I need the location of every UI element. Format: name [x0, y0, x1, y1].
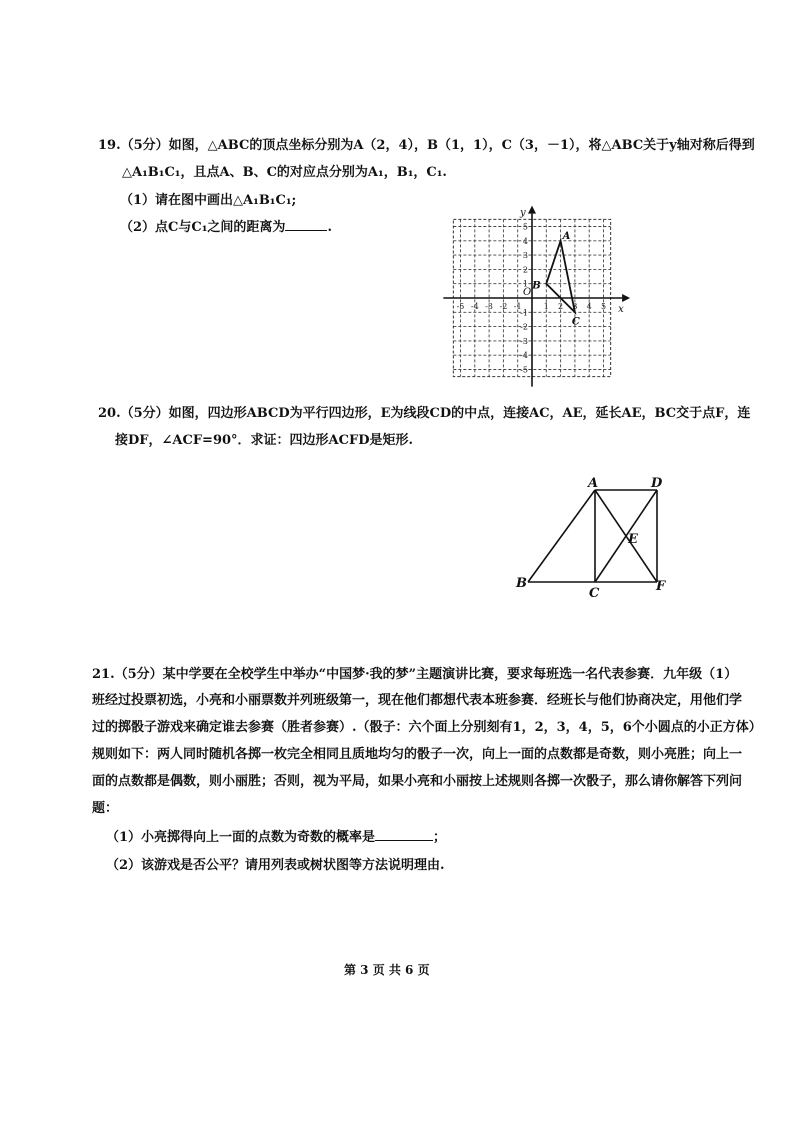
label-e: E [628, 532, 638, 547]
x-tick-label: 3 [572, 302, 578, 311]
q21-answer-blank [375, 828, 433, 841]
y-tick-label: 5 [522, 222, 528, 232]
y-tick-label: 3 [522, 251, 528, 261]
y-tick-label: -2 [520, 322, 528, 332]
q21-line2: 班经过投票初选，小亮和小丽票数并列班级第一，现在他们都想代表本班参赛．经班长与他们协商决定，用他们学 [92, 693, 743, 708]
x-tick-label: 2 [558, 302, 564, 311]
label-f: F [656, 579, 666, 594]
q21-line3: 过的掷骰子游戏来确定谁去参赛（胜者参赛）.（骰子：六个面上分别刻有1，2，3，4，5，6个小圆点的小正方体） [92, 720, 762, 735]
q21-sub2: （2）该游戏是否公平？请用列表或树状图等方法说明理由. [106, 858, 445, 873]
segment-ab [528, 490, 595, 582]
x-tick-label: -3 [485, 302, 493, 311]
q21-sub1-end: ； [433, 830, 447, 845]
q19-line1: 19.（5分）如图，△ABC的顶点坐标分别为A（2，4），B（1，1），C（3，－1），将△ABC关于y轴对称后得到 [98, 138, 755, 153]
x-tick-label: -2 [499, 302, 508, 311]
x-tick-label: 1 [543, 302, 549, 311]
q21-sub1-text: （1）小亮掷得向上一面的点数为奇数的概率是 [106, 830, 376, 845]
label-d: D [651, 476, 663, 491]
q20-line1: 20.（5分）如图，四边形ABCD为平行四边形，E为线段CD的中点，连接AC，AE，延长AE，BC交于点F，连 [98, 406, 751, 421]
x-tick-label: 4 [586, 302, 592, 311]
q19-line2: △A₁B₁C₁，且点A、B、C的对应点分别为A₁，B₁，C₁. [122, 165, 447, 180]
x-tick-label: -4 [470, 302, 479, 311]
q21-sub1 [106, 828, 446, 848]
q19-sub2-end: . [327, 220, 332, 235]
x-tick-label: -5 [456, 302, 465, 311]
y-tick-label: 2 [522, 265, 528, 275]
q19-sub2-text: （2）点C与C₁之间的距离为 [120, 220, 286, 235]
q21-line4: 规则如下：两人同时随机各掷一枚完全相同且质地均匀的骰子一次，向上一面的点数都是奇数，则小亮胜；向上一 [92, 747, 743, 762]
q19-sub1: （1）请在图中画出△A₁B₁C₁; [120, 193, 297, 208]
label-a: A [588, 476, 599, 491]
point-a-label: A [562, 230, 571, 242]
y-tick-label: -3 [520, 336, 528, 346]
y-axis-label: y [520, 207, 526, 219]
x-tick-label: -1 [513, 302, 522, 311]
y-tick-label: -1 [520, 308, 528, 318]
q21-line6: 题： [92, 801, 119, 816]
y-tick-label: 4 [522, 236, 528, 246]
y-tick-label: -5 [520, 365, 528, 375]
q20-line2: 接DF，∠ACF=90°．求证：四边形ACFD是矩形. [115, 433, 414, 448]
q21-line1: 21.（5分）某中学要在全校学生中举办“中国梦·我的梦”主题演讲比赛，要求每班选一名代表参赛．九年级（1） [92, 667, 738, 682]
q21-line5: 面的点数都是偶数，则小丽胜；否则，视为平局，如果小亮和小丽按上述规则各掷一次骰子，那么请你解答下列问 [92, 774, 743, 789]
x-axis-label: x [618, 304, 624, 315]
label-c: C [589, 586, 600, 601]
label-b: B [516, 576, 527, 591]
x-tick-label: 5 [600, 302, 607, 311]
point-b-label: B [532, 280, 541, 292]
origin-label: O [523, 287, 532, 298]
point-c-label: C [571, 316, 580, 328]
y-tick-label: -4 [520, 351, 528, 361]
y-tick-label: 1 [522, 279, 528, 289]
page-footer: 第 3 页 共 6 页 [344, 963, 430, 977]
